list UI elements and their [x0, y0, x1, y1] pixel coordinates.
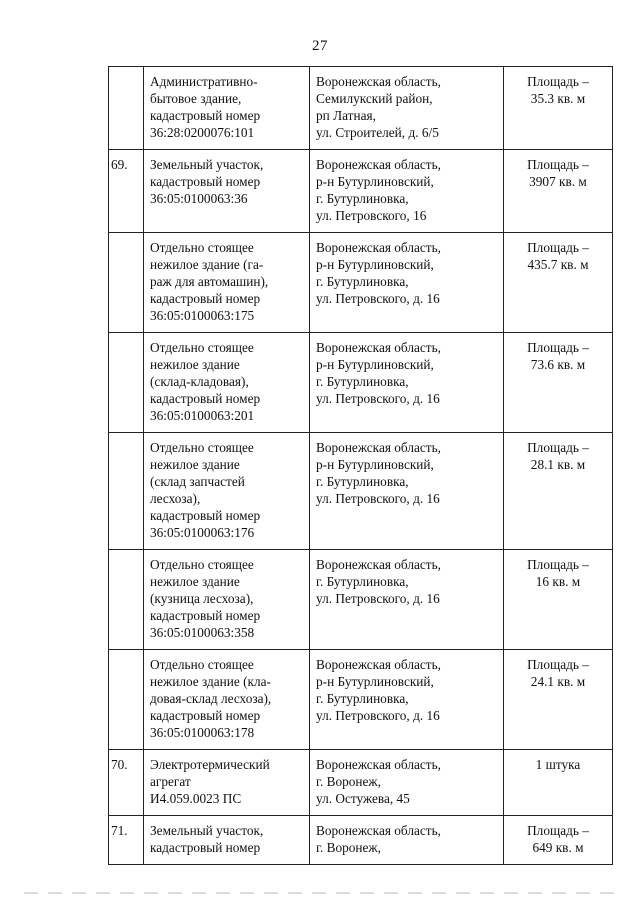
area-line: 28.1 кв. м	[530, 457, 586, 472]
address-cell	[310, 650, 504, 750]
table-row	[109, 150, 613, 233]
object-name-cell	[144, 433, 310, 550]
item-number-cell	[109, 650, 144, 750]
table-row	[109, 433, 613, 550]
area-line: Площадь –	[527, 74, 589, 89]
object-name-line: нежилое здание (га-	[150, 257, 264, 272]
page-number: 27	[312, 38, 328, 54]
area-line: 3907 кв. м	[529, 174, 587, 189]
area-cell	[504, 650, 613, 750]
address-line: ул. Петровского, д. 16	[316, 291, 440, 306]
area-cell	[504, 550, 613, 650]
address-cell	[310, 233, 504, 333]
object-name-line: (кузница лесхоза),	[150, 591, 254, 606]
area-line: 435.7 кв. м	[527, 257, 589, 272]
address-cell	[310, 333, 504, 433]
address-line: г. Воронеж,	[316, 840, 381, 855]
object-name-line: Отдельно стоящее	[150, 657, 254, 672]
object-name-line: 36:05:0100063:358	[150, 625, 255, 640]
address-line: ул. Петровского, д. 16	[316, 491, 440, 506]
item-number-cell	[109, 333, 144, 433]
object-name-cell	[144, 550, 310, 650]
address-line: Воронежская область,	[316, 157, 442, 172]
area-line: Площадь –	[527, 340, 589, 355]
object-name-line: нежилое здание	[150, 457, 240, 472]
object-name-line: кадастровый номер	[150, 708, 261, 723]
object-name-line: (склад запчастей	[150, 474, 245, 489]
area-line: Площадь –	[527, 657, 589, 672]
table-row	[109, 650, 613, 750]
address-cell	[310, 816, 504, 865]
object-name-line: кадастровый номер	[150, 508, 261, 523]
object-name-line: агрегат	[150, 774, 191, 789]
address-cell	[310, 150, 504, 233]
object-name-cell	[144, 650, 310, 750]
address-cell	[310, 750, 504, 816]
item-number-cell: 69.	[109, 150, 144, 233]
object-name-line: 36:05:0100063:178	[150, 725, 255, 740]
area-cell	[504, 150, 613, 233]
object-name-line: кадастровый номер	[150, 174, 261, 189]
area-line: 16 кв. м	[535, 574, 581, 589]
area-cell	[504, 67, 613, 150]
table-row	[109, 233, 613, 333]
object-name-cell	[144, 233, 310, 333]
address-line: г. Воронеж,	[316, 774, 381, 789]
area-cell	[504, 816, 613, 865]
table-row	[109, 816, 613, 865]
address-line: г. Бутурлиновка,	[316, 691, 409, 706]
object-name-line: лесхоза),	[150, 491, 201, 506]
object-name-line: Отдельно стоящее	[150, 557, 254, 572]
item-number-cell	[109, 233, 144, 333]
object-name-line: нежилое здание	[150, 574, 240, 589]
area-line: Площадь –	[527, 557, 589, 572]
address-line: р-н Бутурлиновский,	[316, 174, 434, 189]
object-name-line: раж для автомашин),	[150, 274, 269, 289]
table-row	[109, 550, 613, 650]
address-line: г. Бутурлиновка,	[316, 474, 409, 489]
address-line: ул. Петровского, д. 16	[316, 708, 440, 723]
item-number-cell	[109, 433, 144, 550]
item-number-cell: 70.	[109, 750, 144, 816]
address-line: р-н Бутурлиновский,	[316, 257, 434, 272]
area-line: Площадь –	[527, 157, 589, 172]
table-row	[109, 750, 613, 816]
object-name-line: бытовое здание,	[150, 91, 242, 106]
address-cell	[310, 67, 504, 150]
address-line: Воронежская область,	[316, 240, 442, 255]
area-cell	[504, 333, 613, 433]
object-name-line: И4.059.0023 ПС	[150, 791, 242, 806]
address-line: р-н Бутурлиновский,	[316, 457, 434, 472]
address-line: г. Бутурлиновка,	[316, 274, 409, 289]
object-name-line: нежилое здание (кла-	[150, 674, 271, 689]
address-line: ул. Петровского, д. 16	[316, 391, 440, 406]
object-name-line: 36:05:0100063:201	[150, 408, 255, 423]
address-line: Воронежская область,	[316, 74, 442, 89]
table-row	[109, 67, 613, 150]
object-name-line: довая-склад лесхоза),	[150, 691, 272, 706]
address-line: Воронежская область,	[316, 823, 442, 838]
area-line: 649 кв. м	[532, 840, 584, 855]
address-line: ул. Строителей, д. 6/5	[316, 125, 439, 140]
address-line: ул. Остужева, 45	[316, 791, 410, 806]
address-cell	[310, 550, 504, 650]
address-line: г. Бутурлиновка,	[316, 574, 409, 589]
address-line: г. Бутурлиновка,	[316, 374, 409, 389]
object-name-line: кадастровый номер	[150, 608, 261, 623]
property-table-body	[109, 67, 613, 865]
area-line: 73.6 кв. м	[530, 357, 586, 372]
table-row	[109, 333, 613, 433]
address-line: Воронежская область,	[316, 340, 442, 355]
object-name-line: Отдельно стоящее	[150, 440, 254, 455]
object-name-line: кадастровый номер	[150, 840, 261, 855]
object-name-line: 36:05:0100063:176	[150, 525, 255, 540]
object-name-line: кадастровый номер	[150, 291, 261, 306]
object-name-line: кадастровый номер	[150, 391, 261, 406]
object-name-line: Земельный участок,	[150, 823, 264, 838]
address-line: Воронежская область,	[316, 757, 442, 772]
area-cell	[504, 233, 613, 333]
object-name-cell	[144, 333, 310, 433]
object-name-cell	[144, 816, 310, 865]
object-name-cell	[144, 67, 310, 150]
object-name-line: 36:05:0100063:36	[150, 191, 248, 206]
address-line: р-н Бутурлиновский,	[316, 357, 434, 372]
scan-artifact	[24, 892, 616, 894]
address-line: Воронежская область,	[316, 440, 442, 455]
area-line: Площадь –	[527, 240, 589, 255]
object-name-line: 36:28:0200076:101	[150, 125, 255, 140]
area-line: 24.1 кв. м	[530, 674, 586, 689]
address-line: г. Бутурлиновка,	[316, 191, 409, 206]
item-number-cell	[109, 550, 144, 650]
address-line: ул. Петровского, д. 16	[316, 591, 440, 606]
address-cell	[310, 433, 504, 550]
object-name-line: Отдельно стоящее	[150, 340, 254, 355]
object-name-line: Административно-	[150, 74, 258, 89]
object-name-line: Земельный участок,	[150, 157, 264, 172]
address-line: Воронежская область,	[316, 557, 442, 572]
property-table	[108, 66, 613, 865]
item-number-cell	[109, 67, 144, 150]
item-number-cell: 71.	[109, 816, 144, 865]
object-name-line: кадастровый номер	[150, 108, 261, 123]
object-name-line: 36:05:0100063:175	[150, 308, 255, 323]
address-line: р-н Бутурлиновский,	[316, 674, 434, 689]
object-name-line: Электротермический	[150, 757, 270, 772]
object-name-line: Отдельно стоящее	[150, 240, 254, 255]
object-name-line: нежилое здание	[150, 357, 240, 372]
area-cell	[504, 433, 613, 550]
address-line: Семилукский район,	[316, 91, 433, 106]
object-name-cell	[144, 150, 310, 233]
address-line: Воронежская область,	[316, 657, 442, 672]
address-line: ул. Петровского, 16	[316, 208, 427, 223]
area-cell	[504, 750, 613, 816]
area-line: Площадь –	[527, 823, 589, 838]
object-name-cell	[144, 750, 310, 816]
object-name-line: (склад-кладовая),	[150, 374, 249, 389]
area-line: Площадь –	[527, 440, 589, 455]
address-line: рп Латная,	[316, 108, 376, 123]
area-line: 1 штука	[535, 757, 581, 772]
area-line: 35.3 кв. м	[530, 91, 586, 106]
